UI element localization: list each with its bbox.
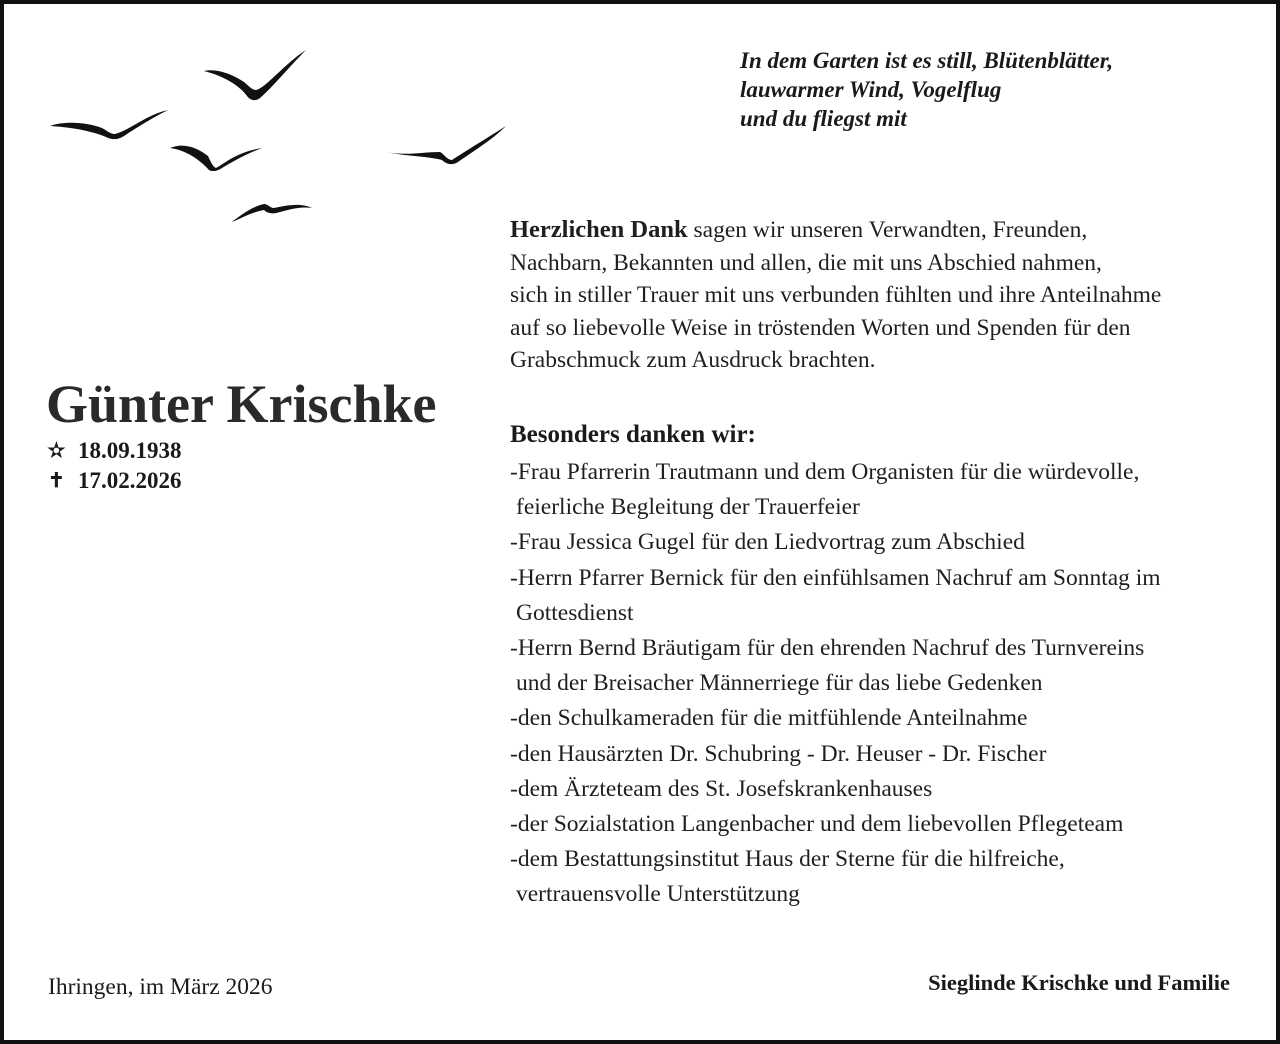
deceased-name: Günter Krischke	[46, 374, 437, 434]
life-dates	[48, 436, 182, 496]
list-item: und der Breisacher Männerriege für das liebe Gedenken	[516, 670, 1043, 697]
thanks-line: Grabschmuck zum Ausdruck brachten.	[510, 347, 876, 373]
thanks-line	[510, 214, 1161, 247]
thanks-line-rest: sagen wir unseren Verwandten, Freunden,	[687, 217, 1088, 243]
thanks-line: auf so liebevolle Weise in tröstenden Worten und Spenden für den	[510, 314, 1131, 341]
poem-line: und du fliegst mit	[740, 106, 907, 131]
flying-birds-icon	[44, 44, 514, 234]
list-item: -der Sozialstation Langenbacher und dem liebevollen Pflegeteam	[510, 811, 1124, 838]
bird-icon	[204, 50, 306, 100]
list-item: -den Schulkameraden für die mitfühlende Anteilnahme	[510, 705, 1028, 732]
thanks-lead: Herzlichen Dank	[510, 216, 688, 243]
bird-icon	[50, 110, 168, 139]
poem	[740, 46, 1113, 133]
birth-date-row	[48, 436, 182, 466]
death-date: 17.02.2026	[78, 468, 182, 493]
poem-line: In dem Garten ist es still, Blütenblätter,	[740, 48, 1114, 73]
list-item: feierliche Begleitung der Trauerfeier	[516, 494, 860, 521]
list-item: -Frau Jessica Gugel für den Liedvortrag zum Abschied	[510, 529, 1025, 556]
thanks-line: sich in stiller Trauer mit uns verbunden fühlten und ihre Anteilnahme	[510, 282, 1162, 308]
list-item: -den Hausärzten Dr. Schubring - Dr. Heuser - Dr. Fischer	[510, 740, 1047, 767]
signature: Sieglinde Krischke und Familie	[928, 970, 1230, 995]
list-item: -Herrn Bernd Bräutigam für den ehrenden Nachruf des Turnvereins	[510, 635, 1145, 662]
special-thanks-heading: Besonders danken wir:	[510, 421, 756, 448]
list-item: -dem Bestattungsinstitut Haus der Sterne für die hilfreiche,	[510, 846, 1065, 873]
list-item: -Herrn Pfarrer Bernick für den einfühlsamen Nachruf am Sonntag im	[510, 564, 1161, 591]
list-item: -Frau Pfarrerin Trautmann und dem Organisten für die würdevolle,	[510, 459, 1140, 485]
poem-line: lauwarmer Wind, Vogelflug	[740, 77, 1002, 102]
thanks-paragraph	[510, 214, 1161, 377]
bird-icon	[232, 204, 312, 222]
list-item: -dem Ärzteteam des St. Josefskrankenhauses	[510, 775, 933, 802]
special-thanks-list	[510, 455, 1161, 913]
birth-date: 18.09.1938	[78, 438, 182, 463]
death-date-row	[48, 466, 182, 496]
star-icon: ✫	[48, 440, 65, 462]
thanks-line: Nachbarn, Bekannten und allen, die mit uns Abschied nahmen,	[510, 249, 1102, 276]
list-item: Gottesdienst	[516, 599, 634, 626]
place-and-date: Ihringen, im März 2026	[48, 974, 273, 1000]
bird-icon	[170, 146, 262, 171]
cross-icon: ✝	[48, 470, 65, 492]
bird-icon	[386, 126, 506, 164]
list-item: vertrauensvolle Unterstützung	[516, 881, 800, 908]
